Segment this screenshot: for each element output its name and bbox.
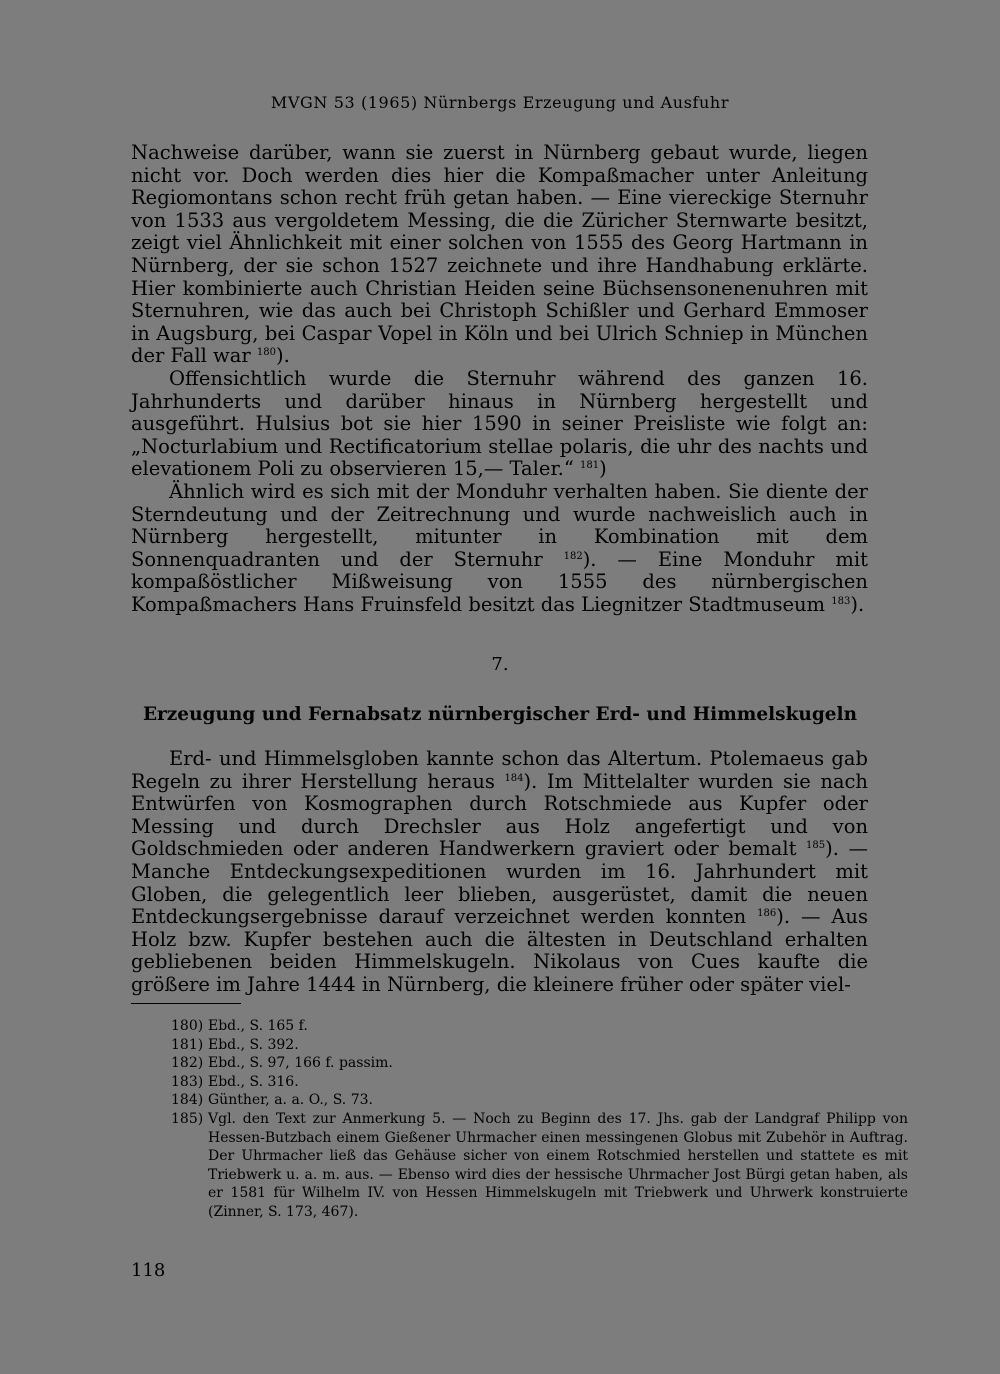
paragraph-2: Offensichtlich wurde die Sternuhr während des ganzen 16. Jahrhunderts und darüber hinaus in Nürnberg hergestellt und ausgeführt. Hulsius bot sie hier 1590 in seiner Preisliste wie folgt an: „Nocturlabium und Rectificatorium stellae polaris, die uhr des nachts und elevationem Poli zu observieren 15,— Taler.“ $^{181}$) — [131, 366, 868, 481]
section-number: 7. — [491, 654, 509, 675]
footnote: 180) Ebd., S. 165 f. — [171, 1018, 308, 1034]
running-header: MVGN 53 (1965) Nürnbergs Erzeugung und Ausfuhr — [270, 93, 730, 112]
footnote-ref: 180 — [256, 347, 276, 359]
footnote-divider — [131, 1003, 241, 1004]
paragraph-4: Erd- und Himmelsgloben kannte schon das Altertum. Ptolemaeus gab Regeln zu ihrer Herstellung heraus $^{184}$). Im Mittelalter wurden sie nach Entwürfen von Kosmographen durch Rotschmiede aus Kupfer oder Messing und durch Drechsler aus Holz angefertigt und von Goldschmieden oder anderen Handwerkern graviert oder bemalt $^{185}$). — Manche Entdeckungsexpeditionen wurden im 16. Jahrhundert mit Globen, die gelegentlich leer blieben, ausgerüstet, damit die neuen Entdeckungsergebnisse darauf verzeichnet werden konnten $^{186}$). — Aus Holz bzw. Kupfer bestehen auch die ältesten in Deutschland erhalten gebliebenen beiden Himmelskugeln. Nikolaus von Cues kaufte die größere im Jahre 1444 in Nürnberg, die kleinere früher oder später viel- — [131, 747, 868, 996]
footnote: 183) Ebd., S. 316. — [171, 1073, 299, 1090]
body-text-section — [131, 748, 868, 997]
footnote-ref: 185 — [806, 840, 826, 852]
footnote-ref: 186 — [757, 908, 777, 920]
footnote: 182) Ebd., S. 97, 166 f. passim. — [171, 1055, 393, 1072]
footnote-ref: 183 — [831, 595, 851, 607]
footnote-ref: 182 — [563, 550, 583, 562]
paragraph-3: Ähnlich wird es sich mit der Monduhr verhalten haben. Sie diente der Sterndeutung und der Zeitrechnung und wurde nachweislich auch in Nürnberg hergestellt, mitunter in Kombination mit dem Sonnenquadranten und der Sternuhr $^{182}$). — Eine Monduhr mit kompaßöstlicher Mißweisung von 1555 des nürnbergischen Kompaßmachers Hans Fruinsfeld besitzt das Liegnitzer Stadtmuseum $^{183}$). — [131, 479, 868, 616]
footnote: 184) Günther, a. a. O., S. 73. — [171, 1092, 373, 1109]
paragraph-1: Nachweise darüber, wann sie zuerst in Nürnberg gebaut wurde, liegen nicht vor. Doch werden dies hier die Kompaßmacher unter Anleitung Regiomontans schon recht früh getan haben. — Eine viereckige Sternuhr von 1533 aus vergoldetem Messing, die die Züricher Sternwarte besitzt, zeigt viel Ähnlichkeit mit einer solchen von 1555 des Georg Hartmann in Nürnberg, der sie schon 1527 zeichnete und ihre Handhabung erklärte. Hier kombinierte auch Christian Heiden seine Büchsensonenenuhren mit Sternuhren, wie das auch bei Christoph Schißler und Gerhard Emmoser in Augsburg, bei Caspar Vopel in Köln und bei Ulrich Schniep in München der Fall war $^{180}$). — [131, 141, 868, 368]
footnote: 185) Vgl. den Text zur Anmerkung 5. — Noch zu Beginn des 17. Jhs. gab der Landgraf Philipp von Hessen-Butzbach einem Gießener Uhrmacher einen messingenen Globus mit Zubehör in Auftrag. Der Uhrmacher ließ das Gehäuse sicher von einem Rotschmied herstellen und stattete es mit Triebwerk u. a. m. aus. — Ebenso wird dies der hessische Uhrmacher Jost Bürgi getan haben, als er 1581 für Wilhelm IV. von Hessen Himmelskugeln mit Triebwerk und Uhrwerk konstruierte (Zinner, S. 173, 467). — [171, 1110, 908, 1220]
footnote-ref: 181 — [580, 460, 600, 472]
section-title: Erzeugung und Fernabsatz nürnbergischer Erd- und Himmelskugeln — [142, 704, 858, 725]
footnote: 181) Ebd., S. 392. — [171, 1036, 299, 1053]
body-text-top — [131, 142, 868, 616]
footnotes — [131, 1017, 908, 1222]
page-number: 118 — [131, 1260, 166, 1281]
footnote-ref: 184 — [504, 772, 524, 784]
